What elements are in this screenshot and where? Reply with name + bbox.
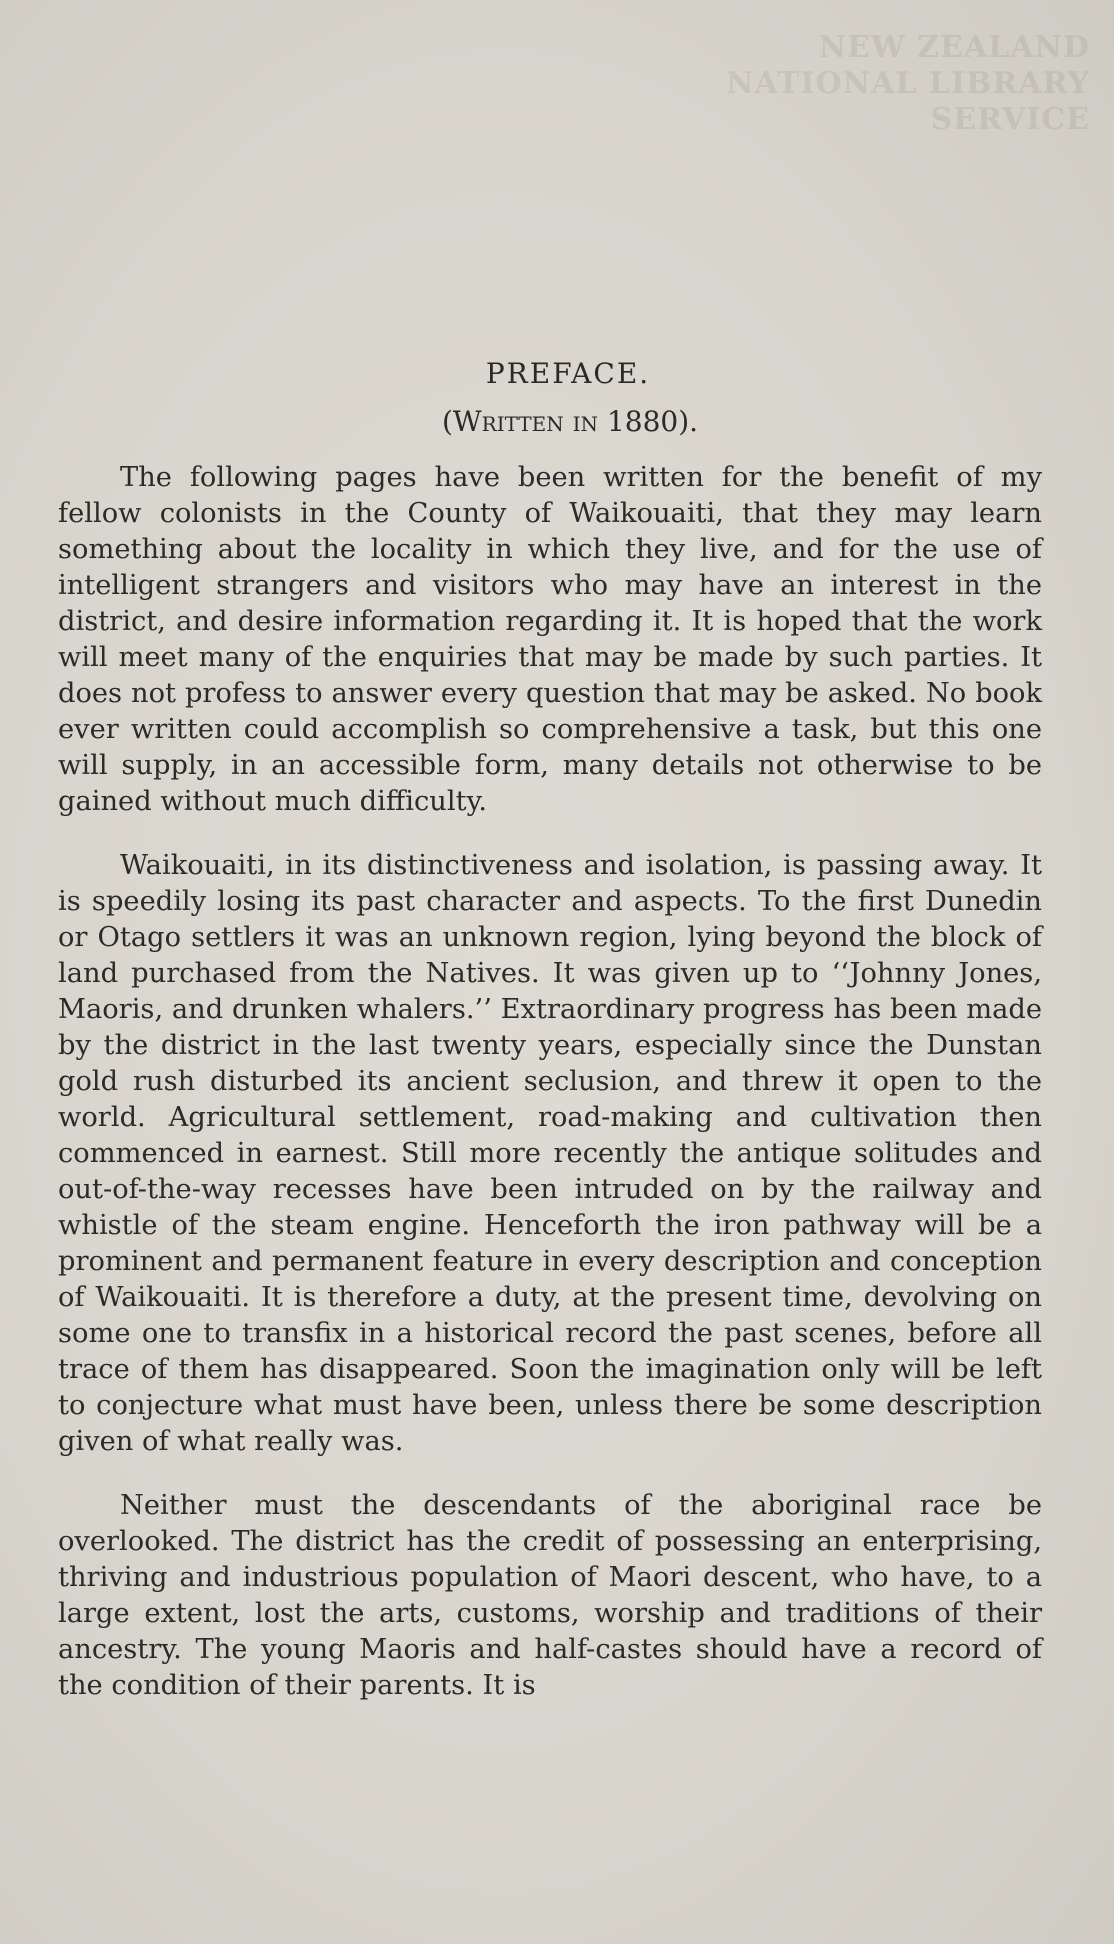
page-title: PREFACE. — [485, 357, 651, 390]
paragraph: The following pages have been written for the benefit of my fellow colonists in the County of Waikouaiti, that they may learn something about the locality in which they live, and for the use of intelligent strangers and visitors who may have an interest in the district, and desire information regarding it. It is hoped that the work will meet many of the enquiries that may be made by such parties. It does not profess to answer every question that may be asked. No book ever written could accomplish so comprehensive a task, but this one will supply, in an accessible form, many details not otherwise to be gained without much difficulty. — [58, 462, 1042, 817]
preface-section — [58, 356, 1042, 1732]
watermark-line-1: NEW ZEALAND — [818, 30, 1090, 65]
watermark-line-2: NATIONAL LIBRARY SERVICE — [726, 66, 1090, 137]
library-watermark — [590, 30, 1090, 138]
paragraph: Neither must the descendants of the aboriginal race be overlooked. The district has the credit of possessing an enterprising, thriving and industrious population of Maori descent, who have, to a large extent, lost the arts, customs, worship and traditions of their ancestry. The young Maoris and half-castes should have a record of the condition of their parents. It is — [58, 1490, 1042, 1701]
page-subtitle: (Written in 1880). — [441, 405, 699, 438]
paragraph: Waikouaiti, in its distinctiveness and isolation, is passing away. It is speedily losing its past character and aspects. To the first Dunedin or Otago settlers it was an unknown region, lying beyond the block of land purchased from the Natives. It was given up to ‘‘Johnny Jones, Maoris, and drunken whalers.’’ Extraordinary progress has been made by the district in the last twenty years, especially since the Dunstan gold rush disturbed its ancient seclusion, and threw it open to the world. Agricultural settlement, road-making and cultivation then commenced in earnest. Still more recently the antique solitudes and out-of-the-way recesses have been intruded on by the railway and whistle of the steam engine. Henceforth the iron pathway will be a prominent and permanent feature in every description and conception of Waikouaiti. It is therefore a duty, at the present time, devolving on some one to transfix in a historical record the past scenes, before all trace of them has disappeared. Soon the imagination only will be left to conjecture what must have been, unless there be some description given of what really was. — [58, 850, 1042, 1457]
